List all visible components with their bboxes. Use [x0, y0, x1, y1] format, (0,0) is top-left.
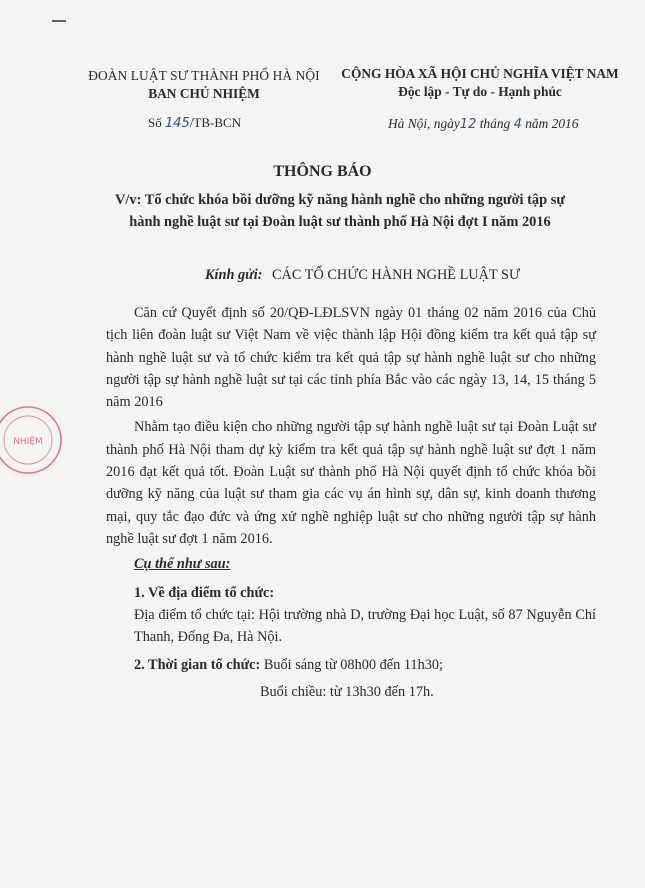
greeting [205, 267, 520, 284]
ref-prefix: Số [148, 115, 162, 130]
subject [100, 189, 580, 233]
reference-number [148, 115, 241, 131]
date-prefix: Hà Nội, ngày [388, 116, 460, 131]
national-motto: Độc lập - Tự do - Hạnh phúc [398, 84, 562, 99]
seal-stamp-icon [0, 404, 64, 476]
national-header [330, 66, 630, 100]
afternoon-time: Buổi chiều: từ 13h30 đến 17h. [260, 683, 434, 700]
morning-time: Buổi sáng từ 08h00 đến 11h30; [263, 657, 443, 674]
issuer-block [84, 68, 324, 102]
scan-mark [52, 20, 66, 22]
issue-date [388, 116, 578, 132]
ref-suffix: /TB-BCN [189, 115, 242, 130]
paragraph-purpose: Nhằm tạo điều kiện cho những người tập sự hành nghề luật sư tại Đoàn Luật sư thành phố Hà Nội tham dự kỳ kiểm tra kết quả tập sự hành nghề luật sư đợt 1 năm 2016 đạt kết quả tốt. Đoàn Luật sư thành phố Hà Nội quyết định tổ chức khóa bồi dưỡng kỹ năng của luật sư tham gia các vụ án hình sự, dân sự, kinh doanh thương mại, quy tắc đạo đức và ứng xử nghề nghiệp luật sư cho những người tập sự hành nghề luật sư đợt 1 năm 2016. [106, 419, 596, 547]
section-1-heading: 1. Về địa điểm tổ chức: [134, 584, 275, 601]
date-day-handwritten: 12 [459, 117, 477, 132]
issuer-board: BAN CHỦ NHIỆM [148, 86, 260, 101]
date-month-handwritten: 4 [513, 117, 522, 132]
document-title: THÔNG BÁO [273, 163, 372, 180]
issuer-org: ĐOÀN LUẬT SƯ THÀNH PHỐ HÀ NỘI [88, 68, 320, 83]
date-mid: tháng [479, 116, 511, 131]
subject-line-2: hành nghề luật sư tại Đoàn luật sư thành phố Hà Nội đợt I năm 2016 [129, 214, 551, 230]
section-2-row [106, 654, 596, 676]
date-suffix: năm 2016 [525, 116, 579, 131]
section-2-heading: 2. Thời gian tổ chức: [134, 657, 261, 674]
greeting-recipient: CÁC TỔ CHỨC HÀNH NGHỀ LUẬT SƯ [272, 267, 521, 283]
subject-line-1: V/v: Tổ chức khóa bồi dưỡng kỹ năng hành nghề cho những người tập sự [115, 192, 565, 208]
details-lead: Cụ thể như sau: [134, 556, 231, 573]
republic-name: CỘNG HÒA XÃ HỘI CHỦ NGHĨA VIỆT NAM [341, 66, 619, 81]
svg-text:NHIỆM: NHIỆM [13, 437, 43, 447]
document-body [106, 302, 596, 703]
section-1-text: Địa điểm tổ chức tại: Hội trường nhà D, trường Đại học Luật, số 87 Nguyễn Chí Thanh, Đống Đa, Hà Nội. [134, 606, 596, 646]
greeting-label: Kính gửi: [205, 267, 263, 283]
ref-number-handwritten: 145 [164, 116, 190, 131]
paragraph-legal-basis: Căn cứ Quyết định số 20/QĐ-LĐLSVN ngày 01 tháng 02 năm 2016 của Chủ tịch liên đoàn luật sư Việt Nam về việc thành lập Hội đồng kiểm tra kết quả tập sự hành nghề luật sư và tổ chức kiểm tra kết quả tập sự hành nghề luật sư cho những người tập sự hành nghề luật sư tại các tỉnh phía Bắc vào các ngày 13, 14, 15 tháng 5 năm 2016 [106, 305, 596, 411]
